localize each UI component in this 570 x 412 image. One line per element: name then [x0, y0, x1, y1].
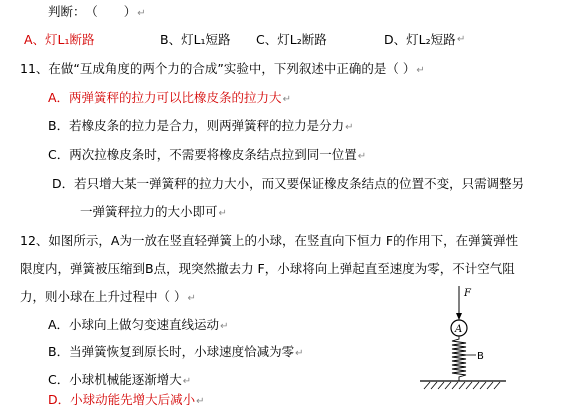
q11-option-d-line2 [80, 204, 227, 222]
force-arrow-head [456, 313, 462, 320]
q11-option-b [48, 118, 353, 136]
q11-option-d-line1 [52, 176, 524, 192]
spring [452, 336, 466, 381]
q12-stem-text-1: 12、如图所示，A为一放在竖直轻弹簧上的小球，在竖直向下恒力 F的作用下，在弹簧弹性 [20, 233, 519, 248]
return-mark: ↵ [295, 348, 304, 359]
return-mark: ↵ [187, 293, 196, 304]
judge-paren-close: ） [123, 4, 137, 19]
return-mark: ↵ [457, 34, 466, 45]
return-mark: ↵ [137, 8, 146, 19]
return-mark: ↵ [218, 208, 227, 219]
ball-label: A [455, 324, 463, 335]
q12-stem-line1 [20, 233, 518, 249]
q12-stem-text-3: 力，则小球在上升过程中（ ） [20, 289, 187, 304]
q10-option-a: A、灯L₁断路 [24, 32, 95, 47]
q10-option-b: B、灯L₁短路 [160, 32, 231, 47]
judge-line [48, 4, 146, 22]
q11-option-c-text: C．两次拉橡皮条时，不需要将橡皮条结点拉到同一位置 [48, 147, 357, 162]
q10-option-d: D、灯L₂短路 [384, 32, 456, 47]
q11-option-d-text-cont: 一弹簧秤拉力的大小即可 [80, 204, 218, 219]
q11-stem-text: 11、在做“互成角度的两个力的合成”实验中，下列叙述中正确的是（ ） [20, 61, 416, 76]
return-mark: ↵ [345, 122, 354, 133]
judge-label: 判断： [48, 4, 86, 19]
q12-stem-line2 [20, 261, 515, 277]
q11-option-d-text: D．若只增大某一弹簧秤的拉力大小，而又要保证橡皮条结点的位置不变，只需调整另 [52, 176, 525, 191]
point-b-label: B [477, 351, 484, 362]
return-mark: ↵ [357, 151, 367, 162]
ground-hatch [424, 382, 500, 389]
return-mark: ↵ [416, 65, 425, 76]
return-mark: ↵ [182, 376, 192, 387]
q10-option-c: C、灯L₂断路 [256, 32, 327, 47]
q12-stem-text-2: 限度内，弹簧被压缩到B点，现突然撤去力 F，小球将向上弹起直至速度为零，不计空气阻 [20, 261, 515, 276]
judge-paren-open: （ [91, 4, 98, 19]
q12-option-b-text: B．当弹簧恢复到原长时，小球速度恰减为零 [48, 344, 295, 359]
q11-stem [20, 61, 425, 79]
q11-option-b-text: B．若橡皮条的拉力是合力，则两弹簧秤的拉力是分力 [48, 118, 345, 133]
q12-option-c-text: C．小球机械能逐渐增大 [48, 372, 182, 387]
force-label: F [464, 288, 471, 299]
q11-option-c [48, 147, 366, 165]
q12-option-c [48, 372, 191, 390]
return-mark: ↵ [196, 396, 205, 407]
q11-option-a [48, 90, 291, 108]
q12-option-a-text: A．小球向上做匀变速直线运动 [48, 317, 220, 332]
q12-stem-line3 [20, 289, 196, 307]
q12-option-d [48, 392, 205, 410]
q10-options [0, 32, 570, 48]
q12-option-b [48, 344, 303, 362]
return-mark: ↵ [220, 321, 229, 332]
q12-option-d-text: D．小球动能先增大后减小 [48, 392, 196, 407]
q12-option-a [48, 317, 228, 335]
return-mark: ↵ [282, 94, 291, 105]
q11-option-a-text: A．两弹簧秤的拉力可以比橡皮条的拉力大 [48, 90, 282, 105]
spring-figure [412, 282, 522, 407]
